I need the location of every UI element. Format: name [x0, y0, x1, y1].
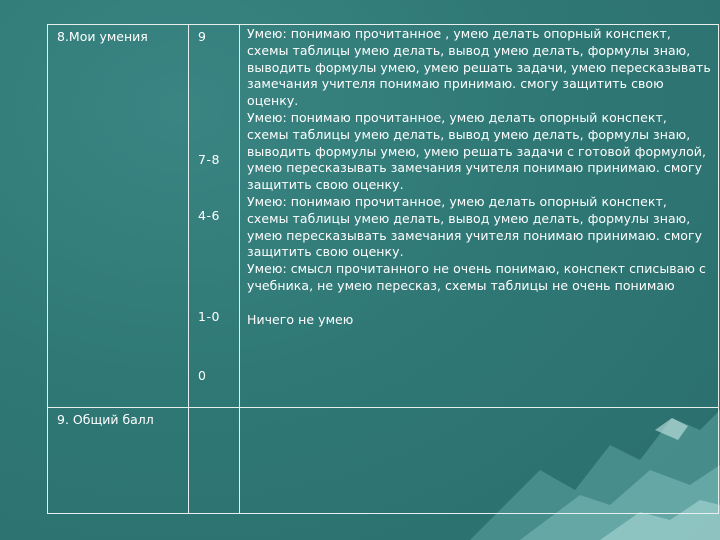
category-label: 9. Общий балл [57, 412, 154, 427]
description-text: Умею: смысл прочитанного не очень понимаю, конспект списываю с учебника, не умею пересказ, схемы таблицы не очень понимаю [247, 261, 706, 293]
score-cell [189, 25, 240, 408]
description-text: Умею: понимаю прочитанное, умею делать опорный конспект, схемы таблицы умею делать, вывод умею делать, формулы знаю, умею пересказывать замечания учителя понимаю принимаю. смогу защитить свою оценку. [247, 193, 703, 260]
score-label: 1-0 [198, 309, 220, 324]
score-label: 7-8 [198, 152, 220, 167]
description-cell [240, 25, 719, 408]
score-label: 0 [198, 368, 207, 383]
table-row-total [48, 408, 719, 514]
description-text: Умею: понимаю прочитанное , умею делать опорный конспект, схемы таблицы умею делать, вывод умею делать, формулы знаю, выводить формулы умею, умею решать задачи, умею пересказывать замечания учителя понимаю принимаю. смогу защитить свою оценку. [247, 26, 711, 109]
score-label: 4-6 [198, 208, 220, 223]
category-cell-skills [48, 25, 189, 408]
score-cell-empty [189, 408, 240, 514]
category-label: 8.Мои умения [57, 29, 148, 44]
table-row-skills [48, 25, 719, 408]
assessment-table [47, 24, 719, 514]
description-text: Ничего не умею [247, 311, 354, 327]
category-cell-total [48, 408, 189, 514]
description-text: Умею: понимаю прочитанное, умею делать опорный конспект, схемы таблицы умею делать, вывод умею делать, формулы знаю, выводить формулы умею, умею решать задачи с готовой формулой, умею пересказывать замечания учителя понимаю принимаю. смогу защитить свою оценку. [247, 109, 706, 193]
description-cell-empty [240, 408, 719, 514]
score-label: 9 [198, 29, 207, 44]
